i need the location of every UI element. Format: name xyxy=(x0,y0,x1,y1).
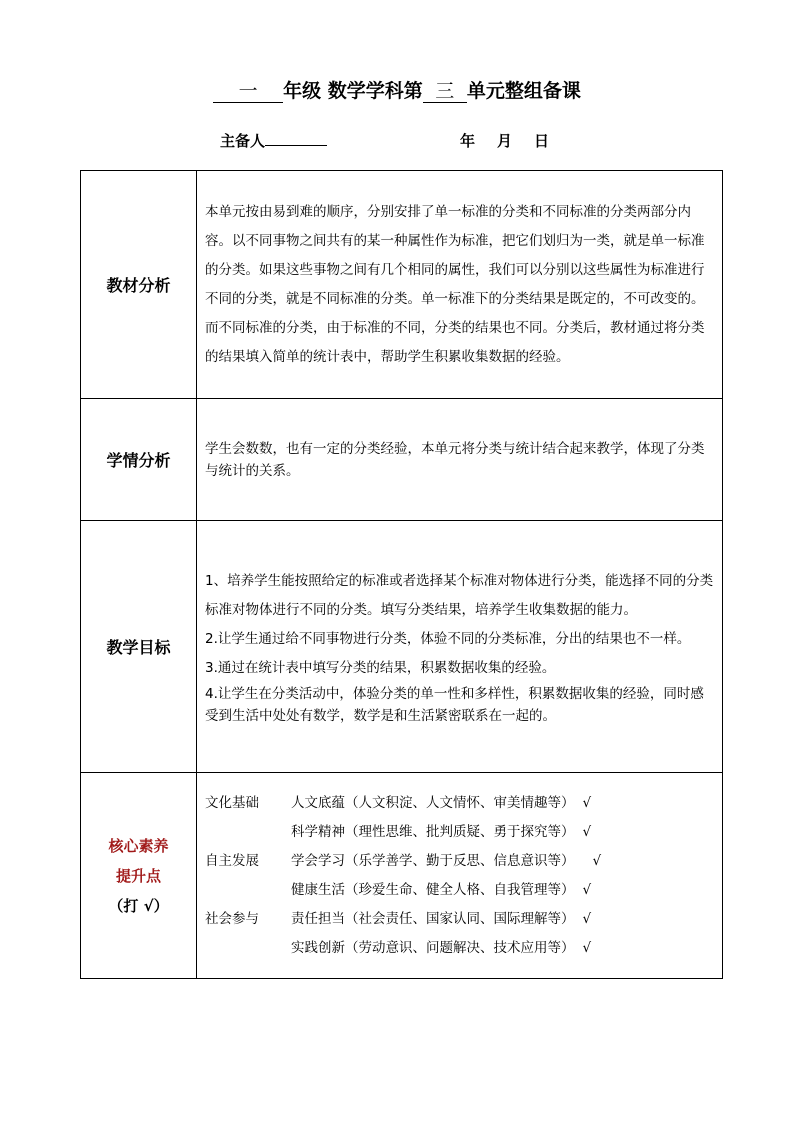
core-label-line3: （打 √） xyxy=(108,896,169,915)
grade-blank: 一 xyxy=(213,80,283,103)
learner-analysis-text: 学生会数数，也有一定的分类经验，本单元将分类与统计结合起来教学，体现了分类与统计的关系。 xyxy=(197,399,723,521)
core-line xyxy=(205,934,716,963)
core-category xyxy=(205,818,291,847)
date-year: 年 xyxy=(460,132,476,150)
row-label-core xyxy=(81,773,197,979)
core-category: 自主发展 xyxy=(205,852,259,869)
core-item: 学会学习（乐学善学、勤于反思、信息意识等） xyxy=(291,852,575,869)
check-mark-icon[interactable]: √ xyxy=(582,939,592,956)
row-label-learner: 学情分析 xyxy=(81,399,197,521)
date-month: 月 xyxy=(497,132,513,150)
grade-suffix: 年级 xyxy=(283,80,322,102)
core-line xyxy=(205,876,716,905)
check-mark-icon[interactable]: √ xyxy=(582,910,592,927)
core-line xyxy=(205,789,716,818)
core-item: 实践创新（劳动意识、问题解决、技术应用等） xyxy=(291,939,575,956)
core-category xyxy=(205,934,291,963)
teaching-goals xyxy=(197,521,723,773)
check-mark-icon[interactable]: √ xyxy=(582,881,592,898)
date-line xyxy=(460,130,571,151)
preparer-label: 主备人 xyxy=(220,132,266,150)
preparer-line xyxy=(220,130,327,151)
check-mark-icon[interactable]: √ xyxy=(592,852,602,869)
table-row-learner xyxy=(81,399,723,521)
goal-item-4: 4.让学生在分类活动中，体验分类的单一性和多样性，积累数据收集的经验，同时感受到生活中处处有数学，数学是和生活紧密联系在一起的。 xyxy=(205,685,704,724)
table-row-core xyxy=(81,773,723,979)
core-item: 人文底蕴（人文积淀、人文情怀、审美情趣等） xyxy=(291,794,575,811)
material-analysis-text: 本单元按由易到难的顺序，分别安排了单一标准的分类和不同标准的分类两部分内容。以不同事物之间共有的某一种属性作为标准，把它们划归为一类，就是单一标准的分类。如果这些事物之间有几个相同的属性，我们可以分别以这些属性为标准进行不同的分类，就是不同标准的分类。单一标准下的分类结果是既定的，不可改变的。而不同标准的分类，由于标准的不同，分类的结果也不同。分类后，教材通过将分类的结果填入简单的统计表中，帮助学生积累收集数据的经验。 xyxy=(197,171,723,399)
core-item: 责任担当（社会责任、国家认同、国际理解等） xyxy=(291,910,575,927)
title-suffix: 单元整组备课 xyxy=(466,80,581,102)
core-line xyxy=(205,905,716,934)
goal-item-2: 2.让学生通过给不同事物进行分类，体验不同的分类标准，分出的结果也不一样。 xyxy=(205,630,691,647)
core-line xyxy=(205,847,716,876)
core-category: 文化基础 xyxy=(205,794,259,811)
core-category xyxy=(205,876,291,905)
core-item: 科学精神（理性思维、批判质疑、勇于探究等） xyxy=(291,823,575,840)
date-day: 日 xyxy=(534,132,550,150)
row-label-goals: 教学目标 xyxy=(81,521,197,773)
goal-item-3: 3.通过在统计表中填写分类的结果，积累数据收集的经验。 xyxy=(205,659,556,676)
check-mark-icon[interactable]: √ xyxy=(582,823,592,840)
subject-text: 数学学科第 xyxy=(327,80,423,102)
lesson-plan-table xyxy=(80,170,723,979)
core-line xyxy=(205,818,716,847)
core-category: 社会参与 xyxy=(205,910,259,927)
core-item: 健康生活（珍爱生命、健全人格、自我管理等） xyxy=(291,881,575,898)
unit-blank: 三 xyxy=(423,80,467,103)
goal-item-1: 1、培养学生能按照给定的标准或者选择某个标准对物体进行分类，能选择不同的分类标准对物体进行不同的分类。填写分类结果，培养学生收集数据的能力。 xyxy=(205,572,714,618)
row-label-material: 教材分析 xyxy=(81,171,197,399)
document-title xyxy=(0,76,794,103)
table-row-material xyxy=(81,171,723,399)
check-mark-icon[interactable]: √ xyxy=(582,794,592,811)
table-row-goals xyxy=(81,521,723,773)
core-label-line2: 提升点 xyxy=(115,866,161,885)
core-literacy-list xyxy=(197,773,723,979)
core-label-line1: 核心素养 xyxy=(108,836,169,855)
preparer-blank[interactable] xyxy=(265,131,327,146)
